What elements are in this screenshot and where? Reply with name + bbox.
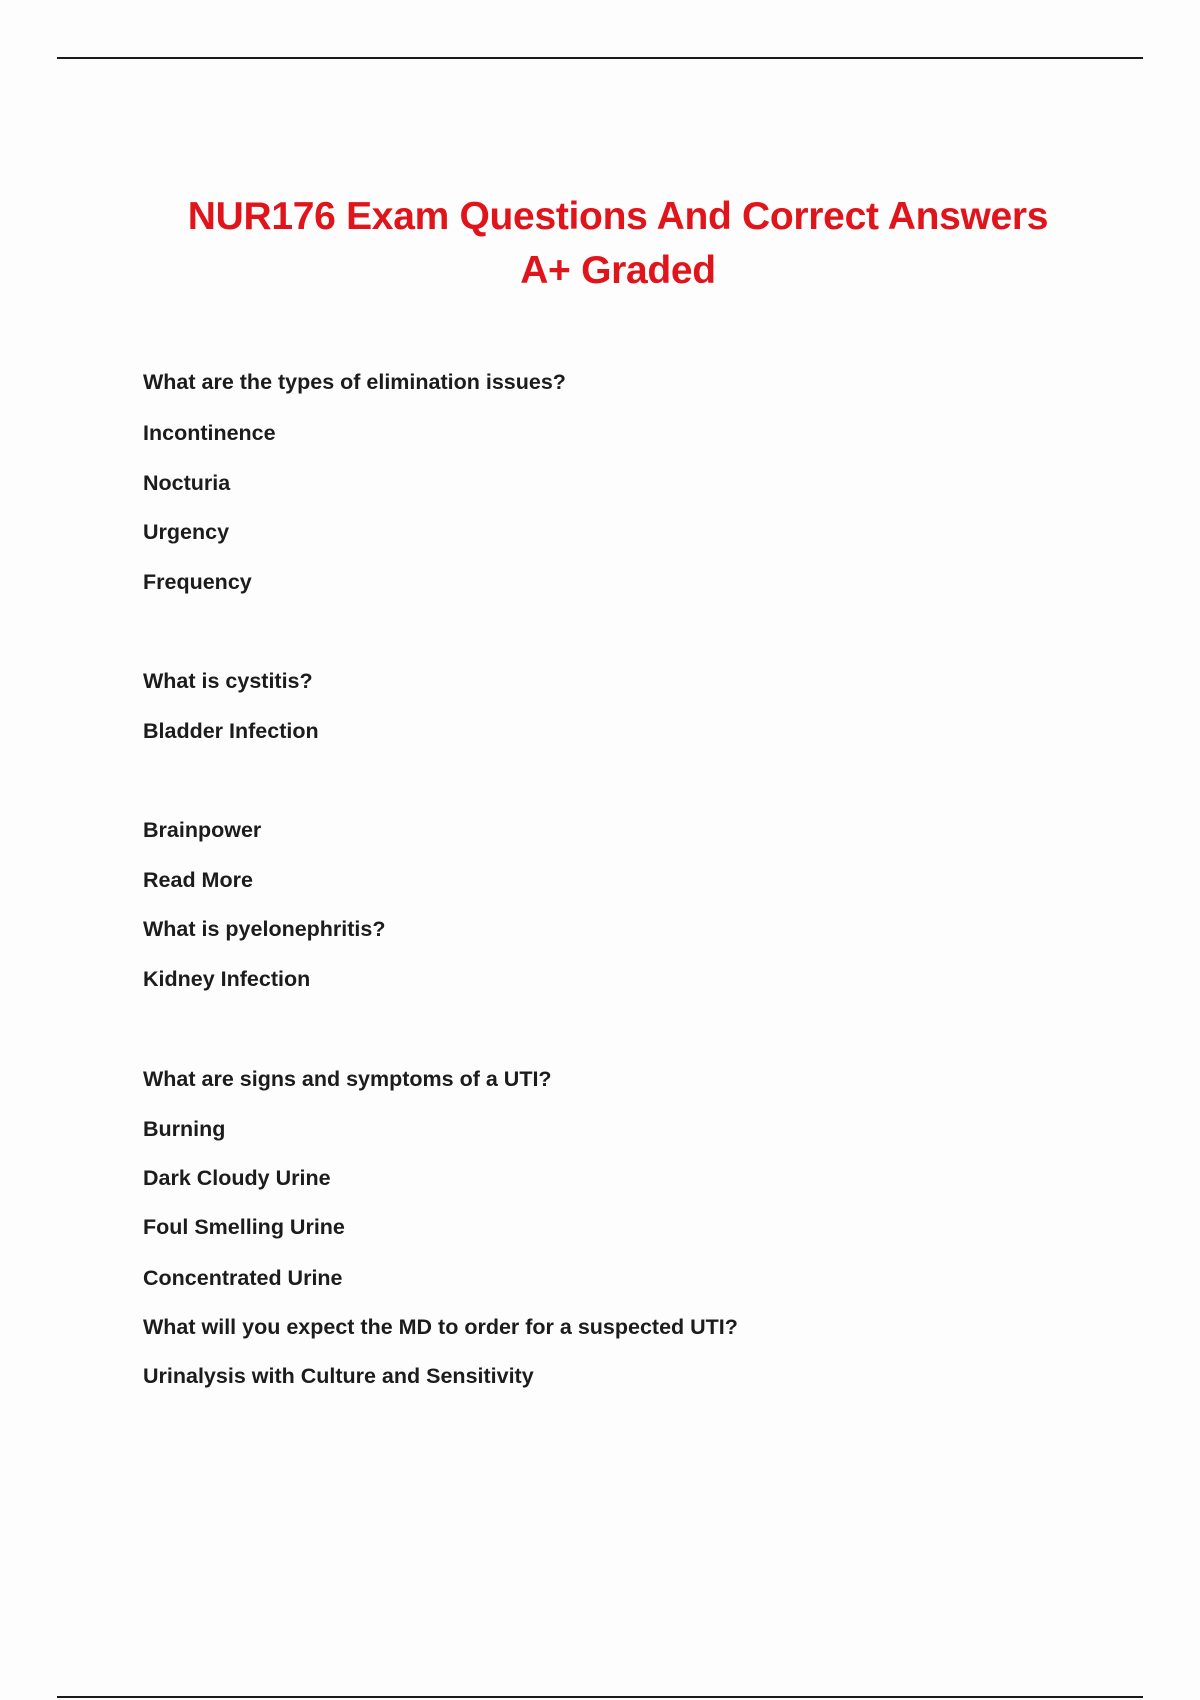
list-item: Read More	[143, 868, 253, 892]
answer-line: Concentrated Urine	[143, 1266, 343, 1290]
answer-line: Bladder Infection	[143, 719, 319, 743]
answer-line: Kidney Infection	[143, 967, 311, 991]
list-item: Brainpower	[143, 818, 262, 842]
answer-line: Urinalysis with Culture and Sensitivity	[143, 1364, 534, 1388]
answer-line: Foul Smelling Urine	[143, 1215, 345, 1239]
question-line: What is cystitis?	[143, 669, 313, 693]
top-divider	[57, 57, 1143, 59]
question-line: What are the types of elimination issues?	[143, 370, 566, 394]
answer-line: Dark Cloudy Urine	[143, 1166, 331, 1190]
bottom-divider	[57, 1696, 1143, 1698]
answer-line: Frequency	[143, 570, 252, 594]
answer-line: Burning	[143, 1117, 226, 1141]
answer-line: Nocturia	[143, 471, 231, 495]
title-line-1: NUR176 Exam Questions And Correct Answers	[187, 195, 1049, 238]
answer-line: Urgency	[143, 520, 230, 544]
question-line: What is pyelonephritis?	[143, 917, 386, 941]
question-line: What are signs and symptoms of a UTI?	[143, 1067, 552, 1091]
document-title	[0, 190, 1200, 298]
title-line-2: A+ Graded	[520, 249, 716, 292]
question-line: What will you expect the MD to order for a suspected UTI?	[143, 1315, 738, 1339]
answer-line: Incontinence	[143, 421, 276, 445]
